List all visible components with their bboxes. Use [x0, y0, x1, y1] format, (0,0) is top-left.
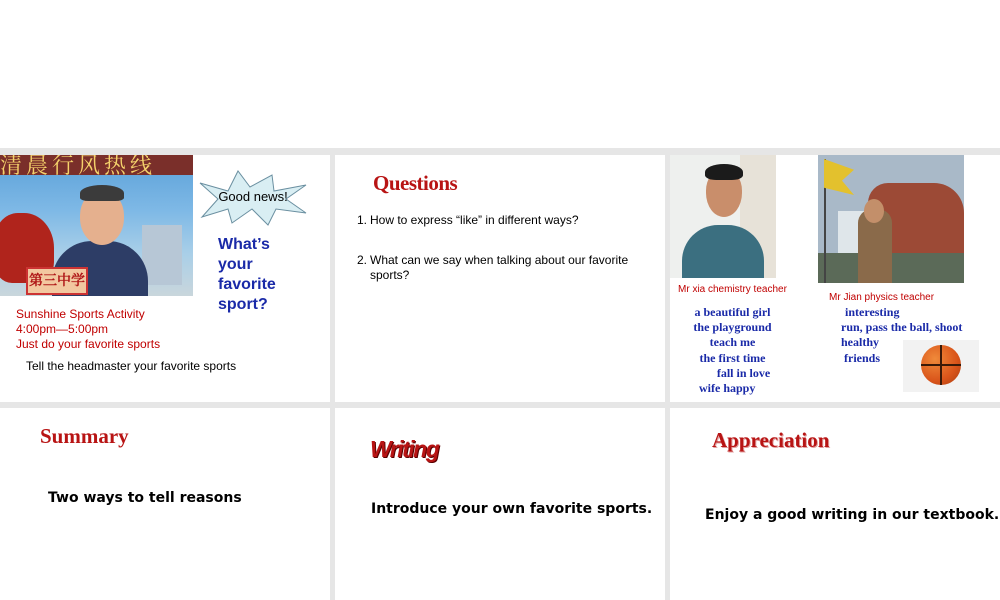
activity-slogan: Just do your favorite sports	[16, 337, 161, 351]
question-number: 2.	[357, 253, 368, 267]
list-item: a beautiful girl	[694, 305, 771, 319]
slide-thumbnail-teachers[interactable]	[670, 155, 1000, 402]
list-item: the playground	[693, 320, 772, 335]
list-item: healthy	[841, 335, 880, 350]
basketball-icon	[921, 345, 961, 385]
slide-title: Questions	[373, 171, 458, 195]
activity-time: 4:00pm—5:00pm	[16, 322, 109, 336]
slide-title: Appreciation	[712, 428, 830, 452]
yellow-flag	[824, 159, 854, 195]
slide-body-text: Enjoy a good writing in our textbook.	[705, 507, 1000, 523]
instruction-text: Tell the headmaster your favorite sports	[26, 359, 237, 373]
person-hair	[80, 185, 124, 201]
list-item: wife happy	[699, 381, 756, 396]
question-list	[357, 213, 647, 283]
list-item: run, pass the ball, shoot	[841, 320, 963, 335]
building	[142, 225, 182, 285]
slide-thumbnail-summary[interactable]	[0, 408, 330, 600]
favorite-sport-question: What’s your favorite sport?	[218, 236, 276, 313]
slide-thumbnail-questions[interactable]	[335, 155, 665, 402]
list-item	[357, 213, 647, 228]
slide-title: Writing	[370, 436, 439, 462]
list-item: fall in love	[716, 365, 771, 380]
photo-banner: 清晨行风热线	[0, 155, 193, 175]
good-news-label: Good news!	[218, 189, 288, 204]
list-item: friends	[844, 350, 880, 365]
school-sign: 第三中学	[26, 267, 88, 295]
activity-info	[16, 307, 160, 352]
person-body	[682, 225, 764, 278]
teacher-jian-photo	[818, 155, 964, 283]
teacher-xia-caption: Mr xia chemistry teacher	[678, 284, 787, 295]
person-hair	[705, 164, 743, 180]
teacher-xia-photo	[670, 155, 776, 278]
question-number: 1.	[357, 213, 368, 227]
list-item: interesting	[845, 305, 900, 319]
slide-body-text: Two ways to tell reasons	[48, 490, 242, 506]
list-item: the first time	[699, 350, 766, 365]
teacher-xia-phrases	[670, 305, 795, 396]
slide-title: Summary	[40, 424, 129, 448]
slide-thumbnail-writing[interactable]	[335, 408, 665, 600]
person-face	[864, 199, 884, 223]
question-text: What can we say when talking about our favorite sports?	[370, 253, 629, 282]
slide-thumbnail-appreciation[interactable]	[670, 408, 1000, 600]
slide-thumbnail-sunshine-sports[interactable]	[0, 155, 330, 402]
list-item	[357, 253, 647, 283]
slide-body-text: Introduce your own favorite sports.	[371, 501, 653, 517]
activity-name: Sunshine Sports Activity	[16, 307, 145, 321]
question-text: How to express “like” in different ways?	[370, 213, 579, 227]
list-item: teach me	[709, 335, 756, 350]
headmaster-photo	[0, 155, 193, 296]
teacher-jian-caption: Mr Jian physics teacher	[829, 292, 935, 303]
